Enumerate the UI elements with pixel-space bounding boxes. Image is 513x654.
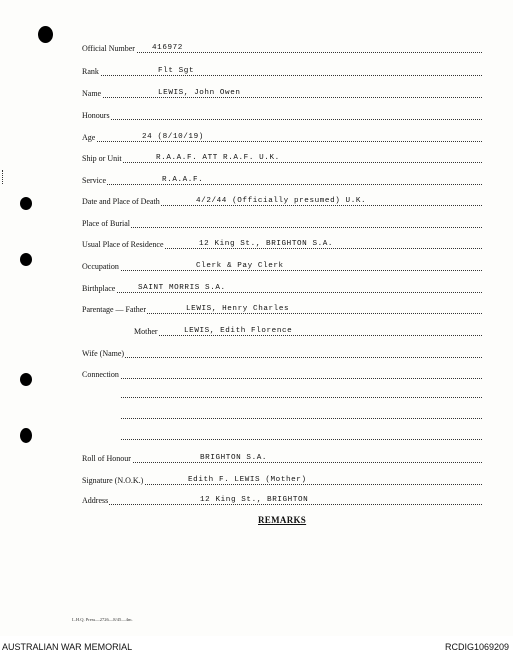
connection-line — [121, 418, 482, 419]
occupation-label: Occupation — [82, 262, 119, 271]
margin-mark — [2, 170, 4, 184]
address-value: 12 King St., BRIGHTON — [200, 496, 309, 504]
official-number-value: 416972 — [152, 44, 183, 52]
connection-line — [121, 439, 482, 440]
connection-label: Connection — [82, 370, 119, 379]
official-number-row — [82, 43, 482, 55]
burial-label: Place of Burial — [82, 219, 130, 228]
ship-or-unit-row — [82, 153, 482, 165]
birthplace-value: SAINT MORRIS S.A. — [138, 284, 226, 292]
address-label: Address — [82, 496, 109, 505]
age-row — [82, 132, 482, 144]
signature-value: Edith F. LEWIS (Mother) — [188, 476, 307, 484]
birthplace-row — [82, 283, 482, 295]
age-label: Age — [82, 133, 96, 142]
rank-row — [82, 66, 482, 78]
rank-value: Flt Sgt — [158, 67, 195, 75]
punch-hole-mark — [20, 253, 32, 266]
honours-row — [82, 110, 482, 122]
father-label: Parentage — Father — [82, 305, 146, 314]
death-row — [82, 196, 482, 208]
signature-row — [82, 475, 482, 487]
service-value: R.A.A.F. — [162, 176, 204, 184]
ship-or-unit-value: R.A.A.F. ATT R.A.F. U.K. — [156, 154, 280, 162]
address-row — [82, 495, 482, 507]
mother-row — [134, 326, 482, 338]
punch-hole-mark — [20, 373, 32, 386]
footer-source: AUSTRALIAN WAR MEMORIAL — [2, 642, 133, 652]
birthplace-label: Birthplace — [82, 284, 116, 293]
name-value: LEWIS, John Owen — [158, 89, 241, 97]
residence-value: 12 King St., BRIGHTON S.A. — [199, 240, 334, 248]
roll-of-honour-row — [82, 453, 482, 465]
death-label: Date and Place of Death — [82, 197, 160, 206]
official-number-label: Official Number — [82, 44, 135, 53]
roll-of-honour-value: BRIGHTON S.A. — [200, 454, 268, 462]
residence-row — [82, 239, 482, 251]
occupation-value: Clerk & Pay Clerk — [196, 262, 284, 270]
service-label: Service — [82, 176, 106, 185]
occupation-row — [82, 261, 482, 273]
burial-row — [82, 218, 482, 230]
name-row — [82, 88, 482, 100]
wife-row — [82, 348, 482, 360]
father-row — [82, 304, 482, 316]
residence-label: Usual Place of Residence — [82, 240, 164, 249]
connection-line — [121, 397, 482, 398]
service-row — [82, 175, 482, 187]
signature-label: Signature (N.O.K.) — [82, 476, 144, 485]
honours-label: Honours — [82, 111, 110, 120]
roll-of-honour-label: Roll of Honour — [82, 454, 131, 463]
punch-hole-mark — [20, 197, 32, 210]
connection-row — [82, 369, 482, 381]
wife-label: Wife (Name) — [82, 349, 125, 358]
father-value: LEWIS, Henry Charles — [186, 305, 290, 313]
mother-label: Mother — [134, 327, 158, 336]
name-label: Name — [82, 89, 102, 98]
printer-note: L.H.Q. Press—2726—8/45—4m. — [72, 617, 133, 622]
punch-hole-mark — [38, 26, 53, 43]
punch-hole-mark — [20, 428, 32, 443]
rank-label: Rank — [82, 67, 99, 76]
mother-value: LEWIS, Edith Florence — [184, 327, 293, 335]
death-value: 4/2/44 (Officially presumed) U.K. — [196, 197, 367, 205]
archive-footer — [0, 640, 513, 654]
footer-record-id: RCDIG1069209 — [444, 642, 509, 652]
remarks-heading: REMARKS — [258, 515, 307, 525]
age-value: 24 (8/10/19) — [142, 133, 204, 141]
ship-or-unit-label: Ship or Unit — [82, 154, 122, 163]
